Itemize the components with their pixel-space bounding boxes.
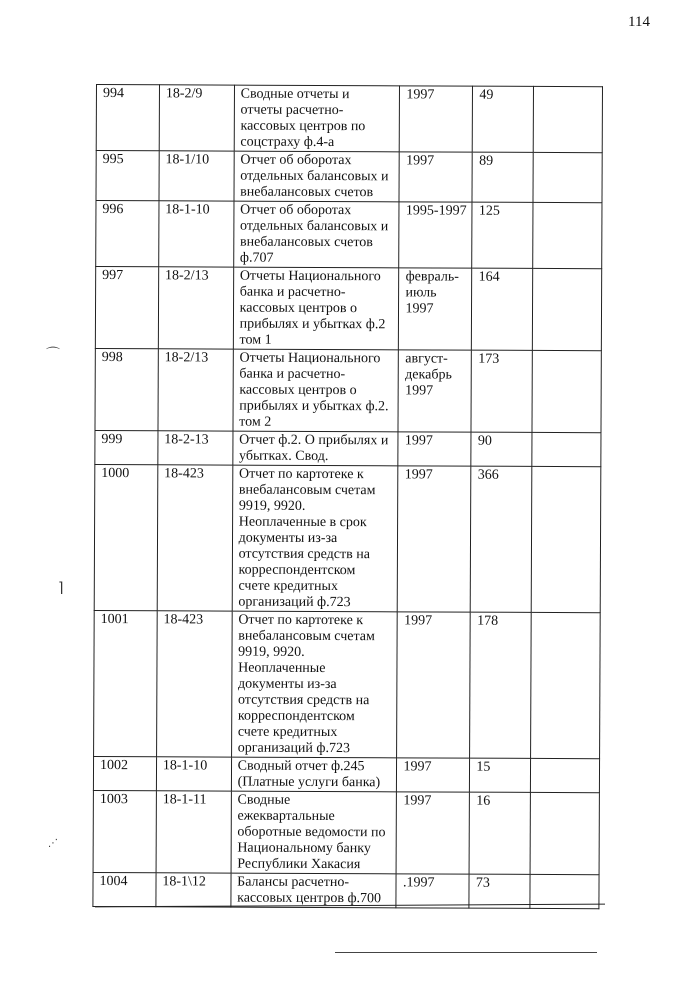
- sheet-count-text: 178: [477, 613, 499, 629]
- file-title-text: Балансы расчетно- кассовых центров ф.700: [237, 874, 382, 907]
- file-title: [233, 349, 399, 432]
- sheet-count: [472, 268, 533, 350]
- row-number-text: 996: [102, 202, 124, 218]
- file-date-text: 1995-1997: [405, 203, 467, 219]
- file-code: [159, 151, 234, 201]
- row-number: [95, 348, 158, 430]
- file-date-text: 1997: [404, 613, 433, 629]
- file-title-text: Отчет по картотеке к внебалансовым счетам 9919, 9920. Неоплаченные документы из-за отсутствия средств на корреспондентском счете кредитных организаций ф.723: [237, 612, 375, 757]
- file-date: [398, 466, 472, 612]
- file-title-text: Отчет об оборотах отдельных балансовых и внебалансовых счетов: [240, 152, 389, 201]
- file-title: [232, 465, 398, 612]
- file-code-text: 18-2/13: [164, 350, 209, 366]
- file-title-text: Сводные ежеквартальные оборотные ведомости по Национальному банку Республики Хакасия: [237, 792, 386, 873]
- row-number: [96, 201, 159, 267]
- row-number-text: 995: [102, 152, 124, 168]
- file-date-text: август- декабрь 1997: [405, 351, 452, 399]
- row-number-text: 997: [102, 268, 124, 284]
- file-title: [233, 201, 399, 268]
- table-row: [94, 464, 601, 612]
- file-code: [158, 349, 233, 431]
- file-date-text: 1997: [406, 87, 435, 103]
- row-number-text: 1000: [101, 466, 130, 482]
- file-code: [158, 431, 233, 465]
- file-date: [397, 792, 470, 874]
- file-date: [397, 612, 471, 758]
- file-code-text: 18-1-10: [165, 202, 210, 218]
- note-cell: [530, 792, 599, 874]
- file-code-text: 18-2/13: [165, 268, 209, 284]
- file-date: [396, 874, 469, 908]
- file-code: [156, 791, 231, 873]
- file-code-text: 18-2/9: [165, 86, 203, 102]
- table-row: [93, 756, 599, 792]
- file-title: [234, 151, 400, 202]
- file-code-text: 18-1-10: [162, 758, 208, 774]
- row-number-text: 994: [102, 86, 124, 102]
- sheet-count: [471, 466, 532, 612]
- file-date-text: 1997: [406, 153, 435, 169]
- note-cell: [533, 152, 602, 202]
- sheet-count-text: 164: [478, 269, 500, 285]
- row-number-text: 1002: [99, 758, 129, 774]
- file-code: [157, 465, 232, 611]
- row-number: [93, 756, 156, 790]
- sheet-count: [471, 432, 532, 466]
- file-date: [398, 350, 471, 432]
- sheet-count: [469, 792, 530, 874]
- note-cell: [532, 432, 601, 466]
- row-number-text: 1001: [100, 612, 129, 628]
- note-cell: [531, 758, 600, 792]
- file-date-text: 1997: [403, 793, 432, 809]
- file-code: [156, 873, 231, 907]
- sheet-count: [472, 202, 533, 268]
- file-title: [231, 873, 397, 908]
- table-row: [96, 151, 602, 203]
- file-code: [156, 757, 231, 791]
- sheet-count-text: 366: [477, 467, 499, 483]
- sheet-count-text: 15: [476, 759, 491, 775]
- file-title: [233, 431, 399, 466]
- file-title-text: Отчет об оборотах отдельных балансовых и внебалансовых счетов ф.707: [239, 202, 389, 266]
- table-row: [96, 201, 602, 269]
- file-title-text: Отчеты Национального банка и расчетно- кассовых центров о прибылях и убытках ф.2 том 1: [239, 268, 386, 348]
- table-row: [95, 430, 601, 466]
- table-row: [93, 790, 599, 874]
- row-number-text: 1004: [99, 874, 128, 890]
- footer-rule: [335, 952, 597, 953]
- file-date: [399, 268, 472, 350]
- file-code: [156, 611, 231, 757]
- file-date-text: 1997: [403, 759, 432, 775]
- file-code-text: 18-423: [164, 466, 204, 482]
- row-number-text: 1003: [99, 792, 128, 808]
- file-title-text: Отчет ф.2. О прибылях и убытках. Свод.: [239, 432, 389, 465]
- file-date-text: 1997: [404, 467, 433, 483]
- sheet-count: [470, 612, 531, 758]
- sheet-count: [470, 758, 531, 792]
- file-code-text: 18-423: [163, 612, 204, 628]
- file-code: [158, 267, 233, 349]
- note-cell: [533, 202, 602, 268]
- file-date-text: 1997: [404, 433, 433, 449]
- file-date: [397, 758, 470, 792]
- row-number: [94, 610, 158, 756]
- row-number: [96, 85, 159, 151]
- file-code: [159, 201, 234, 267]
- file-title-text: Сводный отчет ф.245 (Платные услуги банка): [237, 758, 381, 791]
- table-row: [94, 610, 601, 758]
- scan-artifact-mark: ⋰: [48, 838, 58, 849]
- file-title: [233, 267, 399, 350]
- row-number: [96, 151, 159, 201]
- file-code-text: 18-1/10: [165, 152, 210, 168]
- sheet-count-text: 16: [476, 793, 491, 809]
- table-row: [95, 267, 601, 351]
- file-date: [399, 152, 472, 202]
- row-number: [93, 790, 156, 872]
- sheet-count-text: 89: [479, 153, 494, 169]
- page-number: 114: [628, 14, 650, 30]
- inventory-rows: [93, 85, 603, 909]
- sheet-count-text: 125: [478, 203, 500, 219]
- file-title: [231, 611, 397, 758]
- file-date-text: февраль- июль 1997: [405, 269, 459, 317]
- file-title: [234, 85, 400, 152]
- sheet-count-text: 90: [477, 433, 492, 449]
- file-title-text: Отчет по картотеке к внебалансовым счетам 9919, 9920. Неоплаченные в срок документы из-за отсутствия средств на корреспондентском счете кредитных организаций ф.723: [238, 466, 376, 611]
- note-cell: [533, 86, 602, 152]
- file-title: [231, 757, 397, 792]
- file-date: [400, 86, 473, 152]
- file-code-text: 18-1-11: [162, 792, 207, 808]
- scan-artifact-mark: ⌒: [46, 347, 60, 363]
- file-title-text: Отчеты Национального банка и расчетно- кассовых центров о прибылях и убытках ф.2. том 2: [239, 350, 389, 430]
- file-title: [231, 791, 397, 874]
- row-number: [94, 464, 158, 610]
- sheet-count: [471, 350, 532, 432]
- sheet-count-text: 173: [478, 351, 500, 367]
- row-number: [95, 267, 158, 349]
- sheet-count: [472, 152, 533, 202]
- archive-inventory-table: [92, 84, 603, 909]
- file-date: [398, 432, 471, 466]
- file-date-text: .1997: [402, 875, 435, 891]
- sheet-count-text: 73: [475, 875, 490, 891]
- table-row: [95, 348, 601, 432]
- file-code-text: 18-1\12: [162, 874, 206, 890]
- file-title-text: Сводные отчеты и отчеты расчетно- кассовых центров по соцстраху ф.4-а: [240, 86, 366, 151]
- file-date: [399, 202, 472, 268]
- note-cell: [532, 350, 601, 432]
- row-number-text: 999: [101, 432, 123, 448]
- scan-artifact-mark: ⌉: [58, 580, 64, 596]
- note-cell: [533, 268, 602, 350]
- note-cell: [531, 466, 600, 612]
- row-number-text: 998: [101, 350, 123, 366]
- sheet-count: [473, 86, 534, 152]
- row-number: [95, 430, 158, 464]
- note-cell: [531, 612, 600, 758]
- file-code: [159, 85, 234, 151]
- table-row: [96, 85, 602, 153]
- row-number: [93, 872, 156, 906]
- sheet-count-text: 49: [479, 87, 494, 103]
- file-code-text: 18-2-13: [164, 432, 209, 448]
